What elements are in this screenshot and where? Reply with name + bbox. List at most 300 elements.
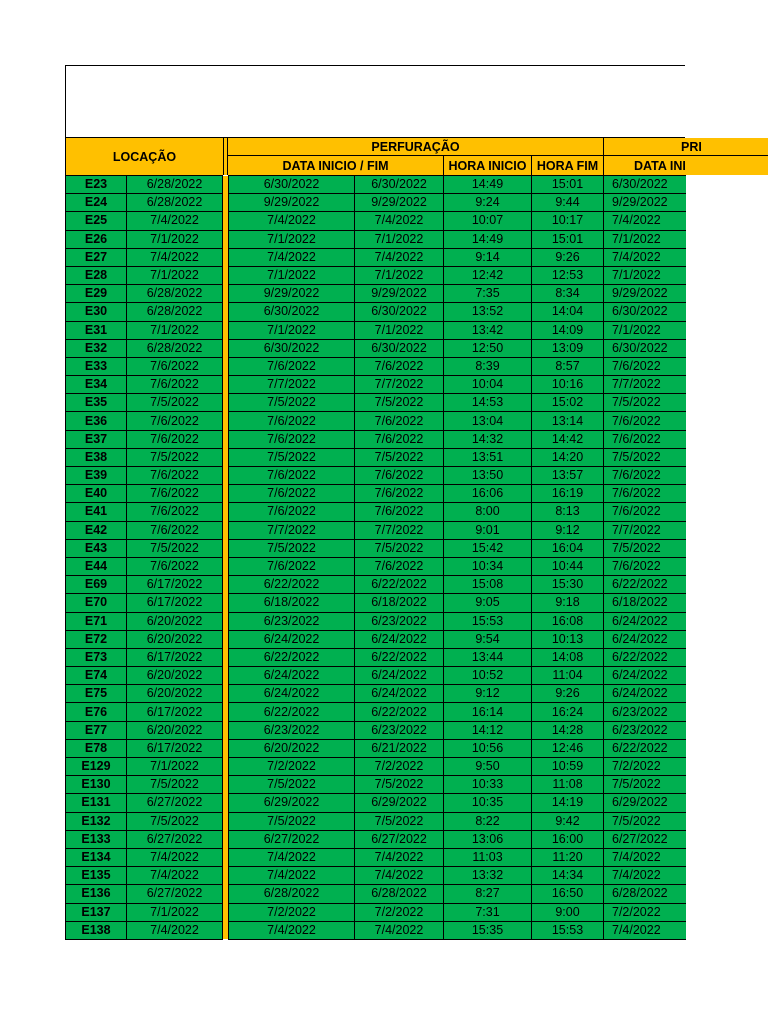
data-fim-cell[interactable]: 6/21/2022 <box>355 739 444 757</box>
location-code-cell[interactable]: E38 <box>66 448 127 466</box>
hora-fim-cell[interactable]: 14:08 <box>532 648 604 666</box>
location-code-cell[interactable]: E41 <box>66 503 127 521</box>
data-inicio-cell[interactable]: 6/22/2022 <box>229 648 355 666</box>
locacao-date-cell[interactable]: 6/27/2022 <box>127 794 223 812</box>
locacao-date-cell[interactable]: 7/5/2022 <box>127 394 223 412</box>
data-inicio-cell[interactable]: 7/4/2022 <box>229 921 355 939</box>
location-code-cell[interactable]: E137 <box>66 903 127 921</box>
hora-inicio-cell[interactable]: 13:52 <box>444 303 532 321</box>
hora-inicio-cell[interactable]: 9:24 <box>444 194 532 212</box>
data-fim-cell[interactable]: 6/18/2022 <box>355 594 444 612</box>
hora-inicio-cell[interactable]: 7:35 <box>444 285 532 303</box>
location-code-cell[interactable]: E133 <box>66 830 127 848</box>
locacao-date-cell[interactable]: 7/1/2022 <box>127 758 223 776</box>
next-data-inicio-cell[interactable]: 7/5/2022 <box>604 539 686 557</box>
data-fim-cell[interactable]: 7/6/2022 <box>355 467 444 485</box>
data-fim-cell[interactable]: 7/4/2022 <box>355 212 444 230</box>
locacao-date-cell[interactable]: 7/1/2022 <box>127 321 223 339</box>
data-fim-cell[interactable]: 7/4/2022 <box>355 848 444 866</box>
hora-fim-cell[interactable]: 15:02 <box>532 394 604 412</box>
data-inicio-cell[interactable]: 7/6/2022 <box>229 557 355 575</box>
hora-inicio-cell[interactable]: 7:31 <box>444 903 532 921</box>
locacao-date-cell[interactable]: 6/20/2022 <box>127 667 223 685</box>
data-inicio-cell[interactable]: 7/5/2022 <box>229 812 355 830</box>
locacao-date-cell[interactable]: 7/5/2022 <box>127 776 223 794</box>
location-code-cell[interactable]: E69 <box>66 576 127 594</box>
data-inicio-cell[interactable]: 6/22/2022 <box>229 576 355 594</box>
data-fim-cell[interactable]: 6/24/2022 <box>355 685 444 703</box>
data-fim-cell[interactable]: 7/1/2022 <box>355 321 444 339</box>
locacao-date-cell[interactable]: 7/1/2022 <box>127 230 223 248</box>
data-fim-cell[interactable]: 6/23/2022 <box>355 721 444 739</box>
data-inicio-cell[interactable]: 6/28/2022 <box>229 885 355 903</box>
location-code-cell[interactable]: E42 <box>66 521 127 539</box>
hora-inicio-cell[interactable]: 9:12 <box>444 685 532 703</box>
title-area[interactable] <box>65 65 685 138</box>
next-data-inicio-cell[interactable]: 7/1/2022 <box>604 321 686 339</box>
hora-inicio-cell[interactable]: 13:51 <box>444 448 532 466</box>
next-data-inicio-cell[interactable]: 6/29/2022 <box>604 794 686 812</box>
next-data-inicio-cell[interactable]: 7/6/2022 <box>604 357 686 375</box>
next-data-inicio-cell[interactable]: 7/6/2022 <box>604 430 686 448</box>
locacao-date-cell[interactable]: 7/1/2022 <box>127 266 223 284</box>
next-data-inicio-cell[interactable]: 7/2/2022 <box>604 758 686 776</box>
hora-inicio-cell[interactable]: 16:14 <box>444 703 532 721</box>
data-fim-cell[interactable]: 6/30/2022 <box>355 339 444 357</box>
locacao-date-cell[interactable]: 7/5/2022 <box>127 812 223 830</box>
data-inicio-cell[interactable]: 7/1/2022 <box>229 230 355 248</box>
locacao-date-cell[interactable]: 6/20/2022 <box>127 685 223 703</box>
hora-inicio-cell[interactable]: 13:42 <box>444 321 532 339</box>
data-fim-cell[interactable]: 7/5/2022 <box>355 448 444 466</box>
locacao-date-cell[interactable]: 6/17/2022 <box>127 594 223 612</box>
data-inicio-cell[interactable]: 6/24/2022 <box>229 667 355 685</box>
next-data-inicio-cell[interactable]: 6/28/2022 <box>604 885 686 903</box>
locacao-date-cell[interactable]: 7/5/2022 <box>127 539 223 557</box>
data-inicio-cell[interactable]: 6/24/2022 <box>229 630 355 648</box>
hora-fim-cell[interactable]: 13:57 <box>532 467 604 485</box>
hora-inicio-cell[interactable]: 9:14 <box>444 248 532 266</box>
hora-fim-cell[interactable]: 8:34 <box>532 285 604 303</box>
data-inicio-cell[interactable]: 6/30/2022 <box>229 339 355 357</box>
location-code-cell[interactable]: E39 <box>66 467 127 485</box>
data-inicio-cell[interactable]: 6/18/2022 <box>229 594 355 612</box>
hora-inicio-cell[interactable]: 12:50 <box>444 339 532 357</box>
next-data-inicio-cell[interactable]: 9/29/2022 <box>604 285 686 303</box>
next-data-inicio-cell[interactable]: 7/5/2022 <box>604 776 686 794</box>
hora-fim-cell[interactable]: 12:46 <box>532 739 604 757</box>
next-data-inicio-cell[interactable]: 6/30/2022 <box>604 339 686 357</box>
data-inicio-cell[interactable]: 7/6/2022 <box>229 430 355 448</box>
hora-inicio-cell[interactable]: 8:22 <box>444 812 532 830</box>
next-data-inicio-cell[interactable]: 7/4/2022 <box>604 248 686 266</box>
next-data-inicio-cell[interactable]: 7/7/2022 <box>604 376 686 394</box>
data-fim-cell[interactable]: 7/4/2022 <box>355 921 444 939</box>
hora-inicio-cell[interactable]: 15:08 <box>444 576 532 594</box>
hora-inicio-cell[interactable]: 11:03 <box>444 848 532 866</box>
data-fim-cell[interactable]: 7/7/2022 <box>355 521 444 539</box>
hora-inicio-cell[interactable]: 13:06 <box>444 830 532 848</box>
hora-inicio-cell[interactable]: 10:34 <box>444 557 532 575</box>
data-inicio-cell[interactable]: 7/6/2022 <box>229 357 355 375</box>
data-inicio-cell[interactable]: 6/23/2022 <box>229 612 355 630</box>
locacao-date-cell[interactable]: 6/28/2022 <box>127 339 223 357</box>
data-fim-cell[interactable]: 9/29/2022 <box>355 285 444 303</box>
next-data-inicio-cell[interactable]: 7/1/2022 <box>604 266 686 284</box>
next-data-inicio-cell[interactable]: 6/23/2022 <box>604 703 686 721</box>
next-data-inicio-cell[interactable]: 7/5/2022 <box>604 812 686 830</box>
hora-fim-cell[interactable]: 10:16 <box>532 376 604 394</box>
hora-inicio-cell[interactable]: 8:00 <box>444 503 532 521</box>
location-code-cell[interactable]: E25 <box>66 212 127 230</box>
data-fim-cell[interactable]: 7/5/2022 <box>355 812 444 830</box>
locacao-date-cell[interactable]: 7/6/2022 <box>127 521 223 539</box>
location-code-cell[interactable]: E33 <box>66 357 127 375</box>
hora-fim-cell[interactable]: 10:44 <box>532 557 604 575</box>
data-fim-cell[interactable]: 7/7/2022 <box>355 376 444 394</box>
hora-inicio-cell[interactable]: 15:42 <box>444 539 532 557</box>
data-fim-cell[interactable]: 7/2/2022 <box>355 903 444 921</box>
location-code-cell[interactable]: E130 <box>66 776 127 794</box>
location-code-cell[interactable]: E29 <box>66 285 127 303</box>
hora-inicio-cell[interactable]: 15:35 <box>444 921 532 939</box>
hora-fim-cell[interactable]: 16:50 <box>532 885 604 903</box>
hora-inicio-cell[interactable]: 9:54 <box>444 630 532 648</box>
location-code-cell[interactable]: E72 <box>66 630 127 648</box>
location-code-cell[interactable]: E75 <box>66 685 127 703</box>
location-code-cell[interactable]: E71 <box>66 612 127 630</box>
location-code-cell[interactable]: E77 <box>66 721 127 739</box>
locacao-date-cell[interactable]: 6/20/2022 <box>127 630 223 648</box>
location-code-cell[interactable]: E26 <box>66 230 127 248</box>
location-code-cell[interactable]: E73 <box>66 648 127 666</box>
data-inicio-cell[interactable]: 9/29/2022 <box>229 194 355 212</box>
hora-fim-cell[interactable]: 15:30 <box>532 576 604 594</box>
data-inicio-cell[interactable]: 7/2/2022 <box>229 903 355 921</box>
hora-fim-cell[interactable]: 14:09 <box>532 321 604 339</box>
hora-inicio-cell[interactable]: 12:42 <box>444 266 532 284</box>
hora-inicio-cell[interactable]: 14:53 <box>444 394 532 412</box>
next-data-inicio-cell[interactable]: 7/6/2022 <box>604 485 686 503</box>
hora-fim-cell[interactable]: 11:04 <box>532 667 604 685</box>
locacao-date-cell[interactable]: 7/4/2022 <box>127 867 223 885</box>
locacao-date-cell[interactable]: 6/20/2022 <box>127 612 223 630</box>
locacao-date-cell[interactable]: 6/17/2022 <box>127 648 223 666</box>
header-next-group[interactable] <box>603 138 768 156</box>
data-inicio-cell[interactable]: 7/4/2022 <box>229 248 355 266</box>
location-code-cell[interactable]: E129 <box>66 758 127 776</box>
data-fim-cell[interactable]: 7/6/2022 <box>355 412 444 430</box>
next-data-inicio-cell[interactable]: 6/24/2022 <box>604 685 686 703</box>
hora-fim-cell[interactable]: 15:53 <box>532 921 604 939</box>
hora-inicio-cell[interactable]: 10:52 <box>444 667 532 685</box>
data-inicio-cell[interactable]: 7/4/2022 <box>229 848 355 866</box>
location-code-cell[interactable]: E40 <box>66 485 127 503</box>
hora-fim-cell[interactable]: 10:59 <box>532 758 604 776</box>
next-data-inicio-cell[interactable]: 7/6/2022 <box>604 467 686 485</box>
location-code-cell[interactable]: E34 <box>66 376 127 394</box>
next-data-inicio-cell[interactable]: 6/30/2022 <box>604 176 686 194</box>
location-code-cell[interactable]: E37 <box>66 430 127 448</box>
locacao-date-cell[interactable]: 6/28/2022 <box>127 176 223 194</box>
locacao-date-cell[interactable]: 7/6/2022 <box>127 430 223 448</box>
hora-inicio-cell[interactable]: 10:33 <box>444 776 532 794</box>
data-fim-cell[interactable]: 7/1/2022 <box>355 266 444 284</box>
next-data-inicio-cell[interactable]: 7/5/2022 <box>604 394 686 412</box>
location-code-cell[interactable]: E138 <box>66 921 127 939</box>
data-inicio-cell[interactable]: 7/7/2022 <box>229 521 355 539</box>
hora-fim-cell[interactable]: 9:26 <box>532 685 604 703</box>
locacao-date-cell[interactable]: 6/27/2022 <box>127 830 223 848</box>
hora-fim-cell[interactable]: 14:28 <box>532 721 604 739</box>
locacao-date-cell[interactable]: 7/6/2022 <box>127 376 223 394</box>
locacao-date-cell[interactable]: 7/6/2022 <box>127 357 223 375</box>
hora-fim-cell[interactable]: 11:08 <box>532 776 604 794</box>
header-hora-fim[interactable] <box>531 156 603 175</box>
hora-fim-cell[interactable]: 16:00 <box>532 830 604 848</box>
location-code-cell[interactable]: E27 <box>66 248 127 266</box>
hora-fim-cell[interactable]: 9:18 <box>532 594 604 612</box>
location-code-cell[interactable]: E30 <box>66 303 127 321</box>
next-data-inicio-cell[interactable]: 6/22/2022 <box>604 576 686 594</box>
hora-fim-cell[interactable]: 16:04 <box>532 539 604 557</box>
next-data-inicio-cell[interactable]: 7/2/2022 <box>604 903 686 921</box>
data-fim-cell[interactable]: 6/29/2022 <box>355 794 444 812</box>
data-fim-cell[interactable]: 7/1/2022 <box>355 230 444 248</box>
data-fim-cell[interactable]: 7/5/2022 <box>355 394 444 412</box>
data-inicio-cell[interactable]: 6/29/2022 <box>229 794 355 812</box>
hora-fim-cell[interactable]: 15:01 <box>532 230 604 248</box>
hora-fim-cell[interactable]: 15:01 <box>532 176 604 194</box>
next-data-inicio-cell[interactable]: 6/22/2022 <box>604 648 686 666</box>
hora-fim-cell[interactable]: 14:19 <box>532 794 604 812</box>
data-inicio-cell[interactable]: 7/4/2022 <box>229 867 355 885</box>
location-code-cell[interactable]: E135 <box>66 867 127 885</box>
hora-fim-cell[interactable]: 11:20 <box>532 848 604 866</box>
data-inicio-cell[interactable]: 6/30/2022 <box>229 176 355 194</box>
data-inicio-cell[interactable]: 7/6/2022 <box>229 485 355 503</box>
data-fim-cell[interactable]: 7/4/2022 <box>355 248 444 266</box>
data-fim-cell[interactable]: 6/30/2022 <box>355 303 444 321</box>
data-fim-cell[interactable]: 7/6/2022 <box>355 485 444 503</box>
locacao-date-cell[interactable]: 7/4/2022 <box>127 248 223 266</box>
next-data-inicio-cell[interactable]: 6/24/2022 <box>604 667 686 685</box>
next-data-inicio-cell[interactable]: 6/23/2022 <box>604 721 686 739</box>
locacao-date-cell[interactable]: 7/4/2022 <box>127 921 223 939</box>
data-fim-cell[interactable]: 7/5/2022 <box>355 539 444 557</box>
data-fim-cell[interactable]: 6/28/2022 <box>355 885 444 903</box>
locacao-date-cell[interactable]: 7/4/2022 <box>127 212 223 230</box>
data-fim-cell[interactable]: 6/24/2022 <box>355 667 444 685</box>
hora-inicio-cell[interactable]: 13:44 <box>444 648 532 666</box>
next-data-inicio-cell[interactable]: 7/4/2022 <box>604 921 686 939</box>
hora-inicio-cell[interactable]: 13:50 <box>444 467 532 485</box>
data-inicio-cell[interactable]: 7/6/2022 <box>229 412 355 430</box>
data-fim-cell[interactable]: 7/2/2022 <box>355 758 444 776</box>
location-code-cell[interactable]: E31 <box>66 321 127 339</box>
next-data-inicio-cell[interactable]: 7/6/2022 <box>604 412 686 430</box>
hora-fim-cell[interactable]: 9:12 <box>532 521 604 539</box>
hora-fim-cell[interactable]: 10:17 <box>532 212 604 230</box>
hora-inicio-cell[interactable]: 10:04 <box>444 376 532 394</box>
hora-inicio-cell[interactable]: 8:27 <box>444 885 532 903</box>
locacao-date-cell[interactable]: 6/27/2022 <box>127 885 223 903</box>
hora-inicio-cell[interactable]: 9:50 <box>444 758 532 776</box>
locacao-date-cell[interactable]: 6/28/2022 <box>127 303 223 321</box>
data-inicio-cell[interactable]: 6/23/2022 <box>229 721 355 739</box>
hora-fim-cell[interactable]: 10:13 <box>532 630 604 648</box>
data-fim-cell[interactable]: 6/22/2022 <box>355 703 444 721</box>
next-data-inicio-cell[interactable]: 7/6/2022 <box>604 503 686 521</box>
header-hora-inicio[interactable] <box>443 156 531 175</box>
locacao-date-cell[interactable]: 7/6/2022 <box>127 467 223 485</box>
data-inicio-cell[interactable]: 6/30/2022 <box>229 303 355 321</box>
hora-inicio-cell[interactable]: 8:39 <box>444 357 532 375</box>
hora-fim-cell[interactable]: 12:53 <box>532 266 604 284</box>
hora-fim-cell[interactable]: 9:00 <box>532 903 604 921</box>
hora-inicio-cell[interactable]: 9:05 <box>444 594 532 612</box>
next-data-inicio-cell[interactable]: 6/24/2022 <box>604 612 686 630</box>
hora-fim-cell[interactable]: 16:08 <box>532 612 604 630</box>
data-fim-cell[interactable]: 6/30/2022 <box>355 176 444 194</box>
data-fim-cell[interactable]: 7/5/2022 <box>355 776 444 794</box>
next-data-inicio-cell[interactable]: 7/1/2022 <box>604 230 686 248</box>
next-data-inicio-cell[interactable]: 7/6/2022 <box>604 557 686 575</box>
data-inicio-cell[interactable]: 6/24/2022 <box>229 685 355 703</box>
hora-fim-cell[interactable]: 8:13 <box>532 503 604 521</box>
header-locacao[interactable] <box>65 138 223 175</box>
data-inicio-cell[interactable]: 6/22/2022 <box>229 703 355 721</box>
hora-fim-cell[interactable]: 9:42 <box>532 812 604 830</box>
locacao-date-cell[interactable]: 7/6/2022 <box>127 485 223 503</box>
locacao-date-cell[interactable]: 7/4/2022 <box>127 848 223 866</box>
data-fim-cell[interactable]: 6/27/2022 <box>355 830 444 848</box>
hora-fim-cell[interactable]: 16:19 <box>532 485 604 503</box>
next-data-inicio-cell[interactable]: 7/5/2022 <box>604 448 686 466</box>
locacao-date-cell[interactable]: 6/20/2022 <box>127 721 223 739</box>
locacao-date-cell[interactable]: 7/6/2022 <box>127 412 223 430</box>
locacao-date-cell[interactable]: 6/28/2022 <box>127 285 223 303</box>
hora-fim-cell[interactable]: 14:04 <box>532 303 604 321</box>
data-inicio-cell[interactable]: 7/7/2022 <box>229 376 355 394</box>
next-data-inicio-cell[interactable]: 6/27/2022 <box>604 830 686 848</box>
next-data-inicio-cell[interactable]: 6/24/2022 <box>604 630 686 648</box>
location-code-cell[interactable]: E74 <box>66 667 127 685</box>
data-fim-cell[interactable]: 7/6/2022 <box>355 503 444 521</box>
data-inicio-cell[interactable]: 6/20/2022 <box>229 739 355 757</box>
hora-fim-cell[interactable]: 9:44 <box>532 194 604 212</box>
locacao-date-cell[interactable]: 6/17/2022 <box>127 739 223 757</box>
locacao-date-cell[interactable]: 6/28/2022 <box>127 194 223 212</box>
hora-inicio-cell[interactable]: 10:07 <box>444 212 532 230</box>
header-data-inicio-fim[interactable] <box>228 156 443 175</box>
hora-fim-cell[interactable]: 16:24 <box>532 703 604 721</box>
hora-fim-cell[interactable]: 14:20 <box>532 448 604 466</box>
locacao-date-cell[interactable]: 7/5/2022 <box>127 448 223 466</box>
hora-fim-cell[interactable]: 13:09 <box>532 339 604 357</box>
data-inicio-cell[interactable]: 7/1/2022 <box>229 321 355 339</box>
next-data-inicio-cell[interactable]: 9/29/2022 <box>604 194 686 212</box>
data-inicio-cell[interactable]: 7/5/2022 <box>229 776 355 794</box>
data-fim-cell[interactable]: 7/4/2022 <box>355 867 444 885</box>
header-perfuracao[interactable] <box>228 138 603 156</box>
hora-inicio-cell[interactable]: 10:56 <box>444 739 532 757</box>
hora-inicio-cell[interactable]: 14:49 <box>444 176 532 194</box>
locacao-date-cell[interactable]: 6/17/2022 <box>127 576 223 594</box>
data-inicio-cell[interactable]: 7/5/2022 <box>229 448 355 466</box>
data-inicio-cell[interactable]: 7/6/2022 <box>229 467 355 485</box>
data-fim-cell[interactable]: 6/22/2022 <box>355 576 444 594</box>
location-code-cell[interactable]: E23 <box>66 176 127 194</box>
hora-inicio-cell[interactable]: 14:12 <box>444 721 532 739</box>
data-inicio-cell[interactable]: 7/4/2022 <box>229 212 355 230</box>
hora-inicio-cell[interactable]: 16:06 <box>444 485 532 503</box>
location-code-cell[interactable]: E43 <box>66 539 127 557</box>
data-fim-cell[interactable]: 6/23/2022 <box>355 612 444 630</box>
hora-fim-cell[interactable]: 9:26 <box>532 248 604 266</box>
hora-fim-cell[interactable]: 14:42 <box>532 430 604 448</box>
hora-inicio-cell[interactable]: 13:32 <box>444 867 532 885</box>
location-code-cell[interactable]: E28 <box>66 266 127 284</box>
locacao-date-cell[interactable]: 7/6/2022 <box>127 557 223 575</box>
hora-inicio-cell[interactable]: 14:32 <box>444 430 532 448</box>
data-fim-cell[interactable]: 7/6/2022 <box>355 430 444 448</box>
header-next-data[interactable] <box>603 156 768 175</box>
location-code-cell[interactable]: E78 <box>66 739 127 757</box>
location-code-cell[interactable]: E44 <box>66 557 127 575</box>
data-inicio-cell[interactable]: 6/27/2022 <box>229 830 355 848</box>
data-inicio-cell[interactable]: 7/5/2022 <box>229 394 355 412</box>
hora-inicio-cell[interactable]: 13:04 <box>444 412 532 430</box>
data-fim-cell[interactable]: 6/24/2022 <box>355 630 444 648</box>
locacao-date-cell[interactable]: 7/1/2022 <box>127 903 223 921</box>
next-data-inicio-cell[interactable]: 7/4/2022 <box>604 867 686 885</box>
data-fim-cell[interactable]: 6/22/2022 <box>355 648 444 666</box>
location-code-cell[interactable]: E35 <box>66 394 127 412</box>
location-code-cell[interactable]: E76 <box>66 703 127 721</box>
data-fim-cell[interactable]: 9/29/2022 <box>355 194 444 212</box>
next-data-inicio-cell[interactable]: 6/18/2022 <box>604 594 686 612</box>
hora-inicio-cell[interactable]: 14:49 <box>444 230 532 248</box>
location-code-cell[interactable]: E132 <box>66 812 127 830</box>
data-inicio-cell[interactable]: 7/1/2022 <box>229 266 355 284</box>
location-code-cell[interactable]: E36 <box>66 412 127 430</box>
data-fim-cell[interactable]: 7/6/2022 <box>355 557 444 575</box>
location-code-cell[interactable]: E131 <box>66 794 127 812</box>
locacao-date-cell[interactable]: 7/6/2022 <box>127 503 223 521</box>
location-code-cell[interactable]: E136 <box>66 885 127 903</box>
data-inicio-cell[interactable]: 7/5/2022 <box>229 539 355 557</box>
locacao-date-cell[interactable]: 6/17/2022 <box>127 703 223 721</box>
data-fim-cell[interactable]: 7/6/2022 <box>355 357 444 375</box>
hora-fim-cell[interactable]: 8:57 <box>532 357 604 375</box>
data-inicio-cell[interactable]: 7/6/2022 <box>229 503 355 521</box>
location-code-cell[interactable]: E24 <box>66 194 127 212</box>
data-inicio-cell[interactable]: 9/29/2022 <box>229 285 355 303</box>
hora-fim-cell[interactable]: 14:34 <box>532 867 604 885</box>
hora-inicio-cell[interactable]: 10:35 <box>444 794 532 812</box>
hora-fim-cell[interactable]: 13:14 <box>532 412 604 430</box>
location-code-cell[interactable]: E32 <box>66 339 127 357</box>
hora-inicio-cell[interactable]: 15:53 <box>444 612 532 630</box>
next-data-inicio-cell[interactable]: 7/7/2022 <box>604 521 686 539</box>
next-data-inicio-cell[interactable]: 6/22/2022 <box>604 739 686 757</box>
next-data-inicio-cell[interactable]: 7/4/2022 <box>604 212 686 230</box>
next-data-inicio-cell[interactable]: 6/30/2022 <box>604 303 686 321</box>
data-inicio-cell[interactable]: 7/2/2022 <box>229 758 355 776</box>
location-code-cell[interactable]: E70 <box>66 594 127 612</box>
location-code-cell[interactable]: E134 <box>66 848 127 866</box>
